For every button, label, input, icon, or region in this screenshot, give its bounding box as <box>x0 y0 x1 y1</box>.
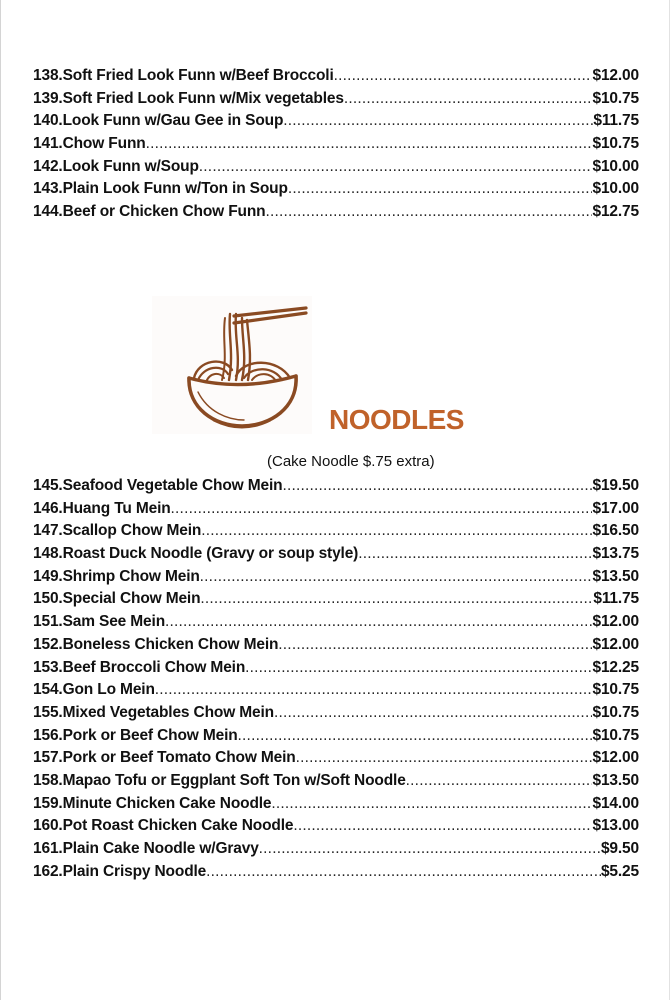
menu-item <box>33 770 639 793</box>
menu-item-price: $11.75 <box>593 112 639 130</box>
dot-leader <box>259 838 601 861</box>
menu-item <box>33 861 639 884</box>
menu-item-name: 148.Roast Duck Noodle (Gravy or soup style) <box>33 545 359 563</box>
dot-leader <box>296 747 593 770</box>
menu-item-name: 158.Mapao Tofu or Eggplant Soft Ton w/Soft Noodle <box>33 771 406 789</box>
menu-item-price: $12.00 <box>592 749 639 767</box>
noodle-bowl-illustration <box>152 296 312 434</box>
dot-leader <box>274 702 592 725</box>
dot-leader <box>358 543 592 566</box>
menu-item-price: $13.00 <box>592 817 639 835</box>
menu-item <box>33 156 639 179</box>
menu-item-name: 145.Seafood Vegetable Chow Mein <box>33 477 283 494</box>
dot-leader <box>165 611 592 634</box>
menu-item <box>33 679 639 702</box>
dot-leader <box>283 110 593 133</box>
menu-item-name: 160.Pot Roast Chicken Cake Noodle <box>33 817 294 835</box>
menu-item-price: $10.75 <box>592 726 639 744</box>
menu-item <box>33 133 639 156</box>
dot-leader <box>171 498 593 521</box>
menu-item-name: 157.Pork or Beef Tomato Chow Mein <box>33 749 296 767</box>
dot-leader <box>146 133 593 156</box>
menu-item <box>33 543 639 566</box>
menu-item <box>33 657 639 680</box>
dot-leader <box>266 201 593 224</box>
page-edge-left <box>0 0 1 1000</box>
dot-leader <box>206 861 601 884</box>
menu-item <box>33 498 639 521</box>
menu-item-name: 153.Beef Broccoli Chow Mein <box>33 658 246 676</box>
menu-item-name: 149.Shrimp Chow Mein <box>33 567 200 585</box>
menu-item <box>33 815 639 838</box>
dot-leader <box>334 65 593 88</box>
dot-leader <box>288 178 593 201</box>
dot-leader <box>155 679 593 702</box>
dot-leader <box>200 566 593 589</box>
menu-item <box>33 611 639 634</box>
cake-noodle-note: (Cake Noodle $.75 extra) <box>267 453 435 470</box>
menu-item-name: 144.Beef or Chicken Chow Funn <box>33 203 266 221</box>
noodle-bowl-chopsticks-icon <box>152 296 312 434</box>
menu-item-price: $19.50 <box>592 477 639 494</box>
menu-item-price: $9.50 <box>600 840 639 857</box>
menu-item <box>33 201 639 224</box>
menu-item <box>33 634 639 657</box>
menu-item-price: $14.00 <box>592 794 639 812</box>
menu-item-price: $12.00 <box>592 67 639 84</box>
menu-item-name: 161.Plain Cake Noodle w/Gravy <box>33 840 259 857</box>
menu-item-price: $10.75 <box>592 681 639 699</box>
noodles-section-title: NOODLES <box>329 404 464 435</box>
menu-item <box>33 88 639 111</box>
menu-item-name: 150.Special Chow Mein <box>33 590 201 608</box>
menu-item-name: 140.Look Funn w/Gau Gee in Soup <box>33 112 284 130</box>
menu-item-name: 146.Huang Tu Mein <box>33 499 171 517</box>
menu-item <box>33 702 639 725</box>
menu-item-price: $17.00 <box>592 499 639 517</box>
menu-item-price: $10.00 <box>592 180 639 198</box>
menu-item-price: $16.50 <box>592 522 639 540</box>
menu-item <box>33 747 639 770</box>
menu-item <box>33 725 639 748</box>
menu-item-price: $12.25 <box>592 658 639 676</box>
dot-leader <box>282 475 592 498</box>
menu-item-name: 139.Soft Fried Look Funn w/Mix vegetables <box>33 89 344 107</box>
menu-item-name: 151.Sam See Mein <box>33 613 166 631</box>
menu-item-price: $5.25 <box>600 862 639 880</box>
dot-leader <box>238 725 593 748</box>
dot-leader <box>271 793 592 816</box>
dot-leader <box>199 156 593 179</box>
menu-item <box>33 566 639 589</box>
menu-item-price: $13.50 <box>592 771 639 789</box>
menu-item-price: $10.00 <box>592 157 639 175</box>
dot-leader <box>406 770 593 793</box>
menu-item-price: $13.75 <box>592 545 639 563</box>
menu-item <box>33 520 639 543</box>
menu-item-price: $12.75 <box>592 203 639 221</box>
dot-leader <box>201 520 592 543</box>
menu-item-price: $11.75 <box>593 590 639 608</box>
menu-item-name: 141.Chow Funn <box>33 135 146 153</box>
menu-item-price: $10.75 <box>592 135 639 153</box>
dot-leader <box>344 88 593 111</box>
menu-item-name: 155.Mixed Vegetables Chow Mein <box>33 703 274 721</box>
menu-item-name: 142.Look Funn w/Soup <box>33 157 199 175</box>
dot-leader <box>278 634 592 657</box>
dot-leader <box>245 657 592 680</box>
menu-item-name: 138.Soft Fried Look Funn w/Beef Broccoli <box>33 67 334 84</box>
menu-item-name: 159.Minute Chicken Cake Noodle <box>33 794 272 812</box>
menu-item <box>33 793 639 816</box>
menu-item-price: $10.75 <box>592 703 639 721</box>
menu-item <box>33 838 639 861</box>
menu-item-name: 143.Plain Look Funn w/Ton in Soup <box>33 180 288 198</box>
menu-item-name: 152.Boneless Chicken Chow Mein <box>33 635 279 653</box>
menu-item <box>33 588 639 611</box>
look-funn-menu-list <box>33 65 639 224</box>
menu-item <box>33 178 639 201</box>
menu-item <box>33 65 639 88</box>
menu-item-price: $12.00 <box>592 635 639 653</box>
menu-item-price: $12.00 <box>592 613 639 631</box>
menu-item <box>33 110 639 133</box>
menu-item-price: $13.50 <box>592 567 639 585</box>
menu-item-name: 154.Gon Lo Mein <box>33 681 155 699</box>
menu-item <box>33 475 639 498</box>
dot-leader <box>200 588 593 611</box>
dot-leader <box>293 815 592 838</box>
menu-item-name: 156.Pork or Beef Chow Mein <box>33 726 238 744</box>
menu-item-price: $10.75 <box>592 89 639 107</box>
menu-item-name: 162.Plain Crispy Noodle <box>33 862 207 880</box>
noodles-menu-list <box>33 475 639 883</box>
menu-item-name: 147.Scallop Chow Mein <box>33 522 202 540</box>
